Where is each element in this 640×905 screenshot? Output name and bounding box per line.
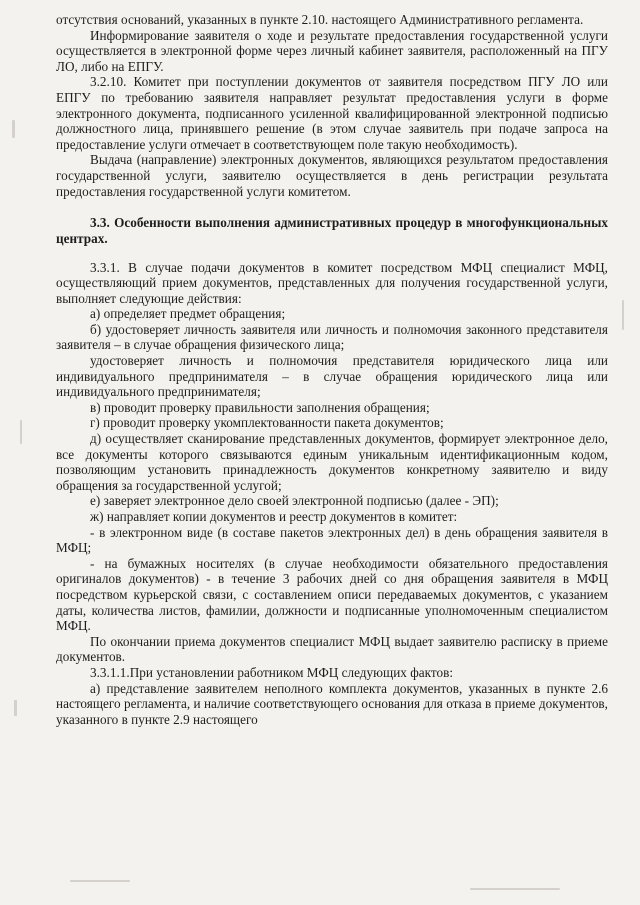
scan-smudge — [12, 120, 15, 138]
list-item: - в электронном виде (в составе пакетов электронных дел) в день обращения заявителя в МФЦ; — [56, 524, 608, 556]
paragraph: 3.2.10. Комитет при поступлении документов от заявителя посредством ПГУ ЛО или ЕПГУ по требованию заявителя направляет результат предоставления услуги в форме электронного документа, подписанного усиленной квалифицированной электронной подписью должностного лица, принявшего решение (в этом случае заявитель при подаче запроса на предоставление услуги отмечает в соответствующем поле такую необходимость). — [56, 74, 608, 152]
list-item: - на бумажных носителях (в случае необходимости обязательного предоставления оригиналов документов) - в течение 3 рабочих дней со дня обращения заявителя в МФЦ посредством курьерской связи, с составлением описи передаваемых документов, с указанием даты, количества листов, фамилии, должности и подписанные уполномоченным специалистом МФЦ. — [56, 555, 608, 634]
paragraph: Информирование заявителя о ходе и результате предоставления государственной услуги осуществляется в электронной форме через личный кабинет заявителя, расположенный на ПГУ ЛО, либо на ЕПГУ. — [56, 27, 608, 74]
paragraph: Выдача (направление) электронных документов, являющихся результатом предоставления государственной услуги, заявителю осуществляется в день регистрации результата предоставления государственной услуги комитетом. — [56, 152, 608, 199]
scan-smudge — [14, 700, 17, 716]
section-heading: 3.3. Особенности выполнения административных процедур в многофункциональных центрах. — [56, 215, 608, 246]
document-body — [56, 12, 608, 727]
scan-smudge — [20, 420, 22, 444]
paragraph: 3.3.1. В случае подачи документов в комитет посредством МФЦ специалист МФЦ, осуществляющий прием документов, представленных для получения государственной услуги, выполняет следующие действия: — [56, 259, 608, 306]
paragraph: По окончании приема документов специалист МФЦ выдает заявителю расписку в приеме документов. — [56, 633, 608, 665]
paragraph: удостоверяет личность и полномочия представителя юридического лица или индивидуального предпринимателя – в случае обращения юридического лица или индивидуального предпринимателя; — [56, 353, 608, 400]
list-item: е) заверяет электронное дело своей электронной подписью (далее - ЭП); — [90, 493, 499, 509]
list-item: б) удостоверяет личность заявителя или личность и полномочия законного представителя заявителя – в случае обращения физического лица; — [56, 321, 608, 353]
scan-smudge — [70, 880, 130, 882]
list-item: г) проводит проверку укомплектованности пакета документов; — [90, 415, 444, 431]
paragraph: отсутствия оснований, указанных в пункте 2.10. настоящего Административного регламента. — [56, 12, 584, 27]
list-item: д) осуществляет сканирование представленных документов, формирует электронное дело, все документы которого связываются единым уникальным идентификационным кодом, позволяющим установить принадлежность документов конкретному заявителю и виду обращения за государственной услугой; — [56, 431, 608, 493]
list-item: в) проводит проверку правильности заполнения обращения; — [90, 399, 430, 415]
list-item: а) определяет предмет обращения; — [90, 306, 286, 322]
scan-smudge — [622, 300, 624, 330]
scan-smudge — [470, 888, 560, 890]
list-item: ж) направляет копии документов и реестр документов в комитет: — [90, 509, 458, 524]
paragraph: 3.3.1.1.При установлении работником МФЦ следующих фактов: — [90, 664, 454, 680]
list-item: а) представление заявителем неполного комплекта документов, указанных в пункте 2.6 настоящего регламента, и наличие соответствующего основания для отказа в приеме документов, указанного в пункте 2.9 настоящего — [56, 680, 608, 727]
